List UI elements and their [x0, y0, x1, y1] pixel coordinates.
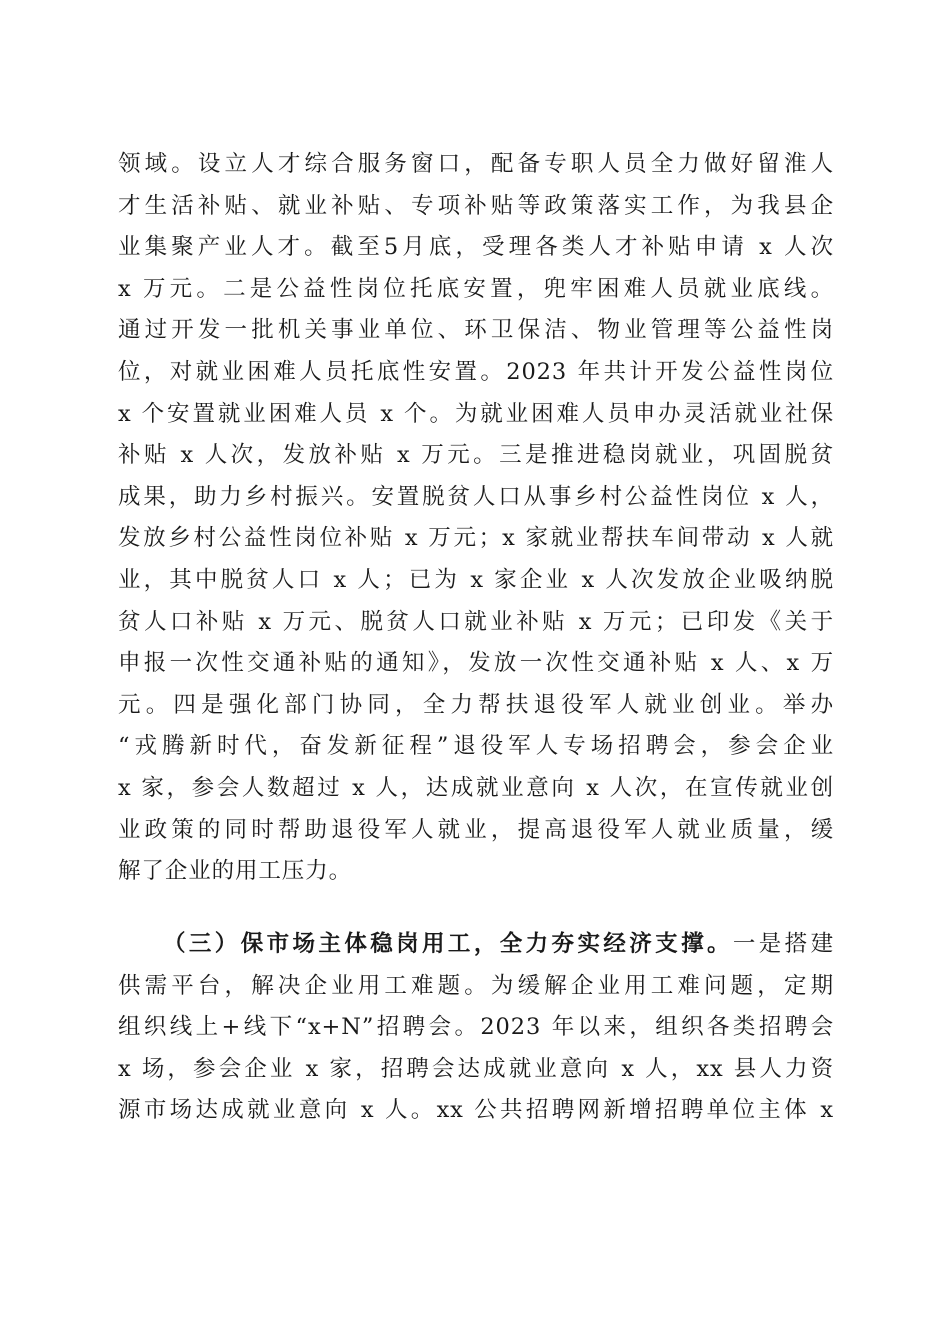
text-line: 元。四是强化部门协同，全力帮扶退役军人就业创业。举办: [118, 691, 834, 718]
text-line: 业集聚产业人才。截至5月底，受理各类人才补贴申请 x 人次: [118, 234, 834, 261]
text-line-first: [118, 924, 834, 966]
text-line: 业政策的同时帮助退役军人就业，提高退役军人就业质量，缓: [118, 816, 834, 843]
heading-continuation: 一是搭建: [732, 931, 834, 957]
text-line: 源市场达成就业意向 x 人。xx 公共招聘网新增招聘单位主体 x: [118, 1097, 834, 1124]
text-line: x 家，参会人数超过 x 人，达成就业意向 x 人次，在宣传就业创: [118, 774, 834, 801]
text-line: x 场，参会企业 x 家，招聘会达成就业意向 x 人，xx 县人力资: [118, 1055, 834, 1082]
text-line: 成果，助力乡村振兴。安置脱贫人口从事乡村公益性岗位 x 人，: [118, 483, 834, 510]
text-line: 领域。设立人才综合服务窗口，配备专职人员全力做好留淮人: [118, 151, 834, 177]
paragraph-talent-subsidy: [118, 144, 834, 893]
text-line: 供需平台，解决企业用工难题。为缓解企业用工难问题，定期: [118, 972, 834, 999]
text-line: 解了企业的用工压力。: [118, 858, 353, 885]
text-line: 才生活补贴、就业补贴、专项补贴等政策落实工作，为我县企: [118, 192, 834, 219]
text-line: 组织线上+线下“x+N”招聘会。2023 年以来，组织各类招聘会: [118, 1014, 834, 1041]
text-line: 申报一次性交通补贴的通知》，发放一次性交通补贴 x 人、x 万: [118, 650, 834, 677]
text-line: 位，对就业困难人员托底性安置。2023 年共计开发公益性岗位: [118, 358, 834, 385]
section-heading: （三）保市场主体稳岗用工，全力夯实经济支撑。: [163, 931, 733, 957]
text-line: x 个安置就业困难人员 x 个。为就业困难人员申办灵活就业社保: [118, 400, 834, 427]
text-line: 补贴 x 人次，发放补贴 x 万元。三是推进稳岗就业，巩固脱贫: [118, 442, 834, 469]
paragraph-market-entities: [118, 924, 834, 1132]
text-line: 贫人口补贴 x 万元、脱贫人口就业补贴 x 万元；已印发《关于: [118, 608, 834, 635]
text-line: 通过开发一批机关事业单位、环卫保洁、物业管理等公益性岗: [118, 317, 834, 344]
text-line: 业，其中脱贫人口 x 人；已为 x 家企业 x 人次发放企业吸纳脱: [118, 566, 834, 593]
text-line: “戎腾新时代，奋发新征程”退役军人专场招聘会，参会企业: [118, 733, 834, 760]
text-line: 发放乡村公益性岗位补贴 x 万元；x 家就业帮扶车间带动 x 人就: [118, 525, 834, 552]
text-line: x 万元。二是公益性岗位托底安置，兜牢困难人员就业底线。: [118, 275, 834, 302]
